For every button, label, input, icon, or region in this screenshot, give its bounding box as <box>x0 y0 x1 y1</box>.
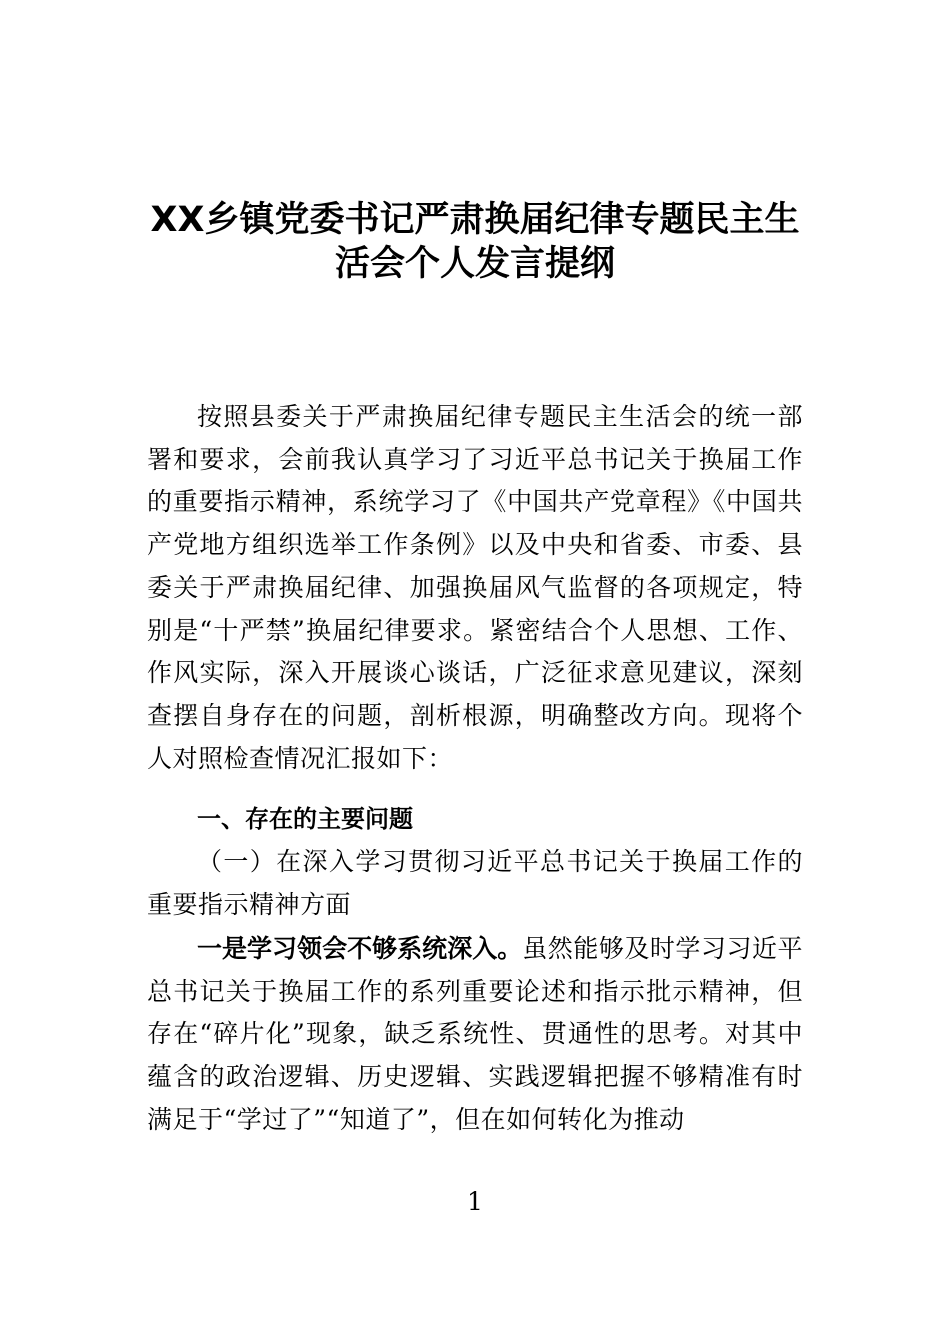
point-lead: 一是学习领会不够系统深入。 <box>197 934 523 963</box>
document-title-line-2: 活会个人发言提纲 <box>334 244 615 284</box>
section-heading-1: 一、存在的主要问题 <box>197 805 413 833</box>
intro-paragraph: 按照县委关于严肃换届纪律专题民主生活会的统一部署和要求，会前我认真学习了习近平总书记关于换届工作的重要指示精神，系统学习了《中国共产党章程》《中国共产党地方组织选举工作条例》以及中央和省委、市委、县委关于严肃换届纪律、加强换届风气监督的各项规定，特别是“十严禁”换届纪律要求。紧密结合个人思想、工作、作风实际，深入开展谈心谈话，广泛征求意见建议，深刻查摆自身存在的问题，剖析根源，明确整改方向。现将个人对照检查情况汇报如下： <box>147 402 803 773</box>
point-text: 虽然能够及时学习习近平总书记关于换届工作的系列重要论述和指示批示精神，但存在“碎片化”现象，缺乏系统性、贯通性的思考。对其中蕴含的政治逻辑、历史逻辑、实践逻辑把握不够精准有时满足于“学过了”“知道了”，但在如何转化为推动 <box>147 934 803 1134</box>
document-title-line-1: XX乡镇党委书记严肃换届纪律专题民主生 <box>150 200 800 240</box>
point-paragraph-1 <box>147 928 803 1142</box>
page-number: 1 <box>467 1187 483 1216</box>
subsection-heading-1: （一）在深入学习贯彻习近平总书记关于换届工作的重要指示精神方面 <box>147 847 803 919</box>
